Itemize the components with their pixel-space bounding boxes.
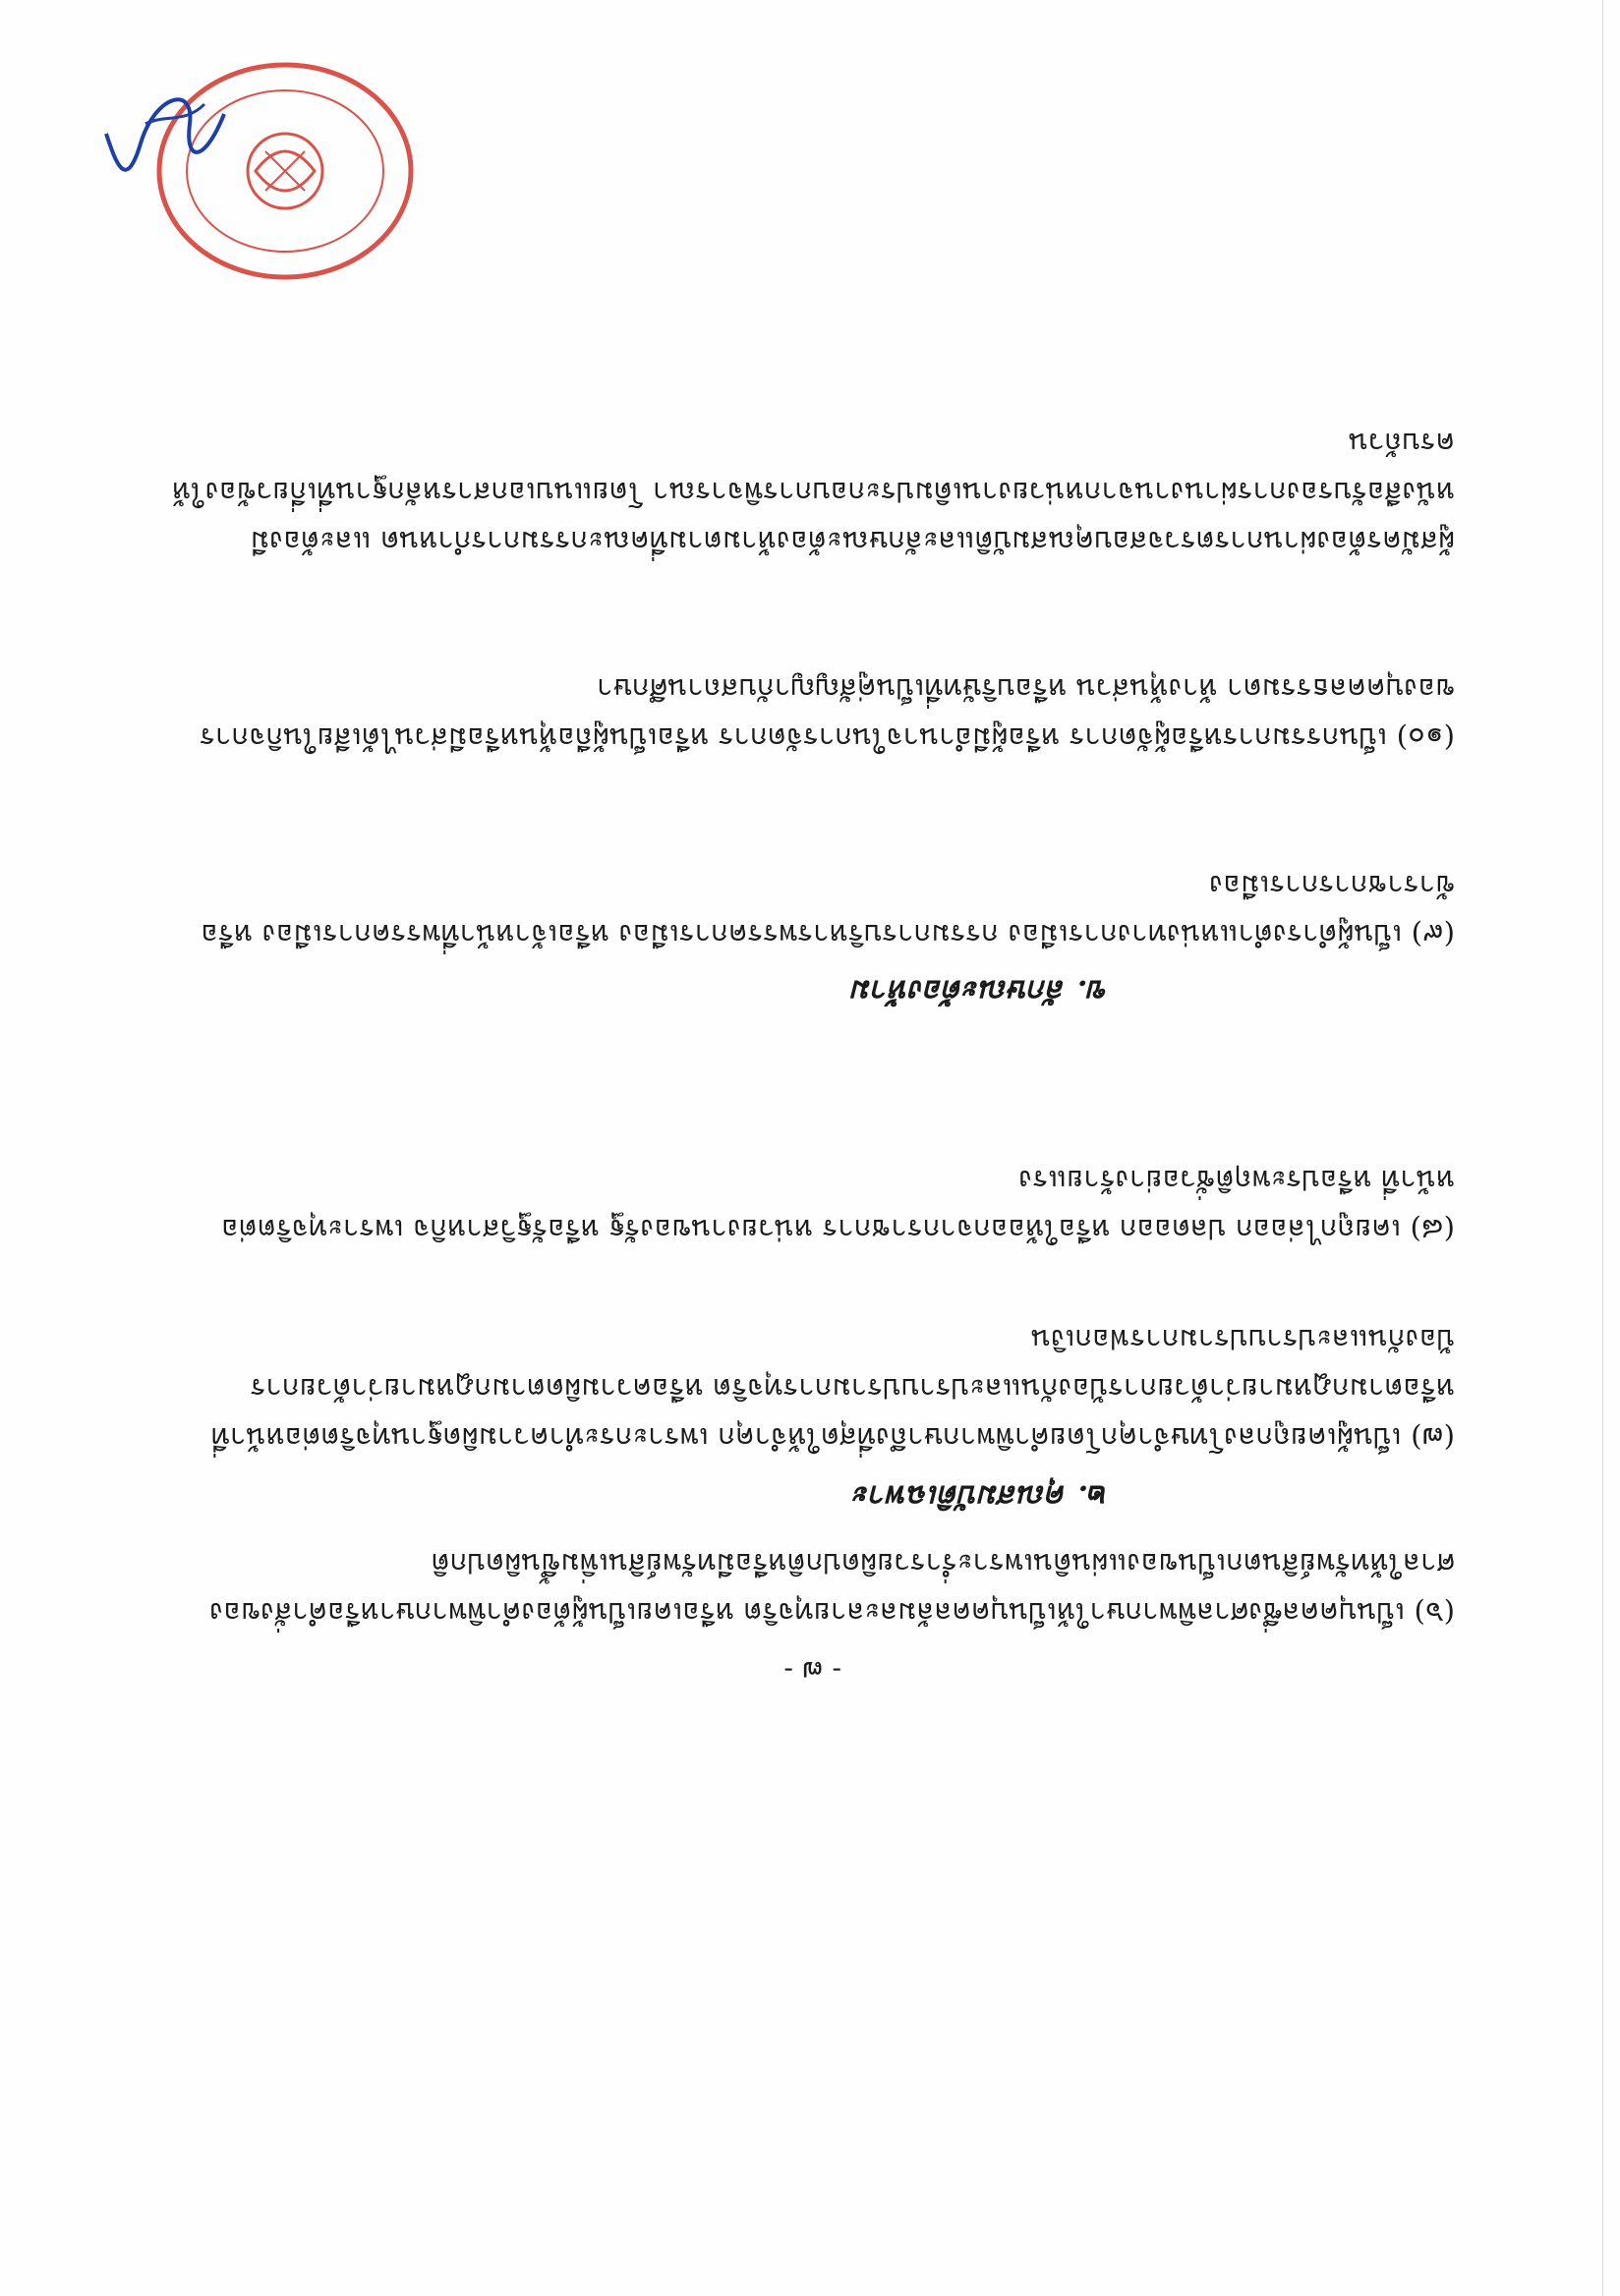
document-paragraph: (๗) เป็นผู้เคยถูกลงโทษจำคุกโดยคำพิพากษาถึงที่สุดให้จำคุก เพราะกระทำความผิดฐานทุจริตต่อหน้าที่หรือตามกฎหมายว่าด้วยการป้องกันและปราบปรามการทุจริต หรือความผิดตามกฎหมายว่าด้วยการป้องกันและปราบปรามการฟอกเงิน <box>210 1323 1455 1455</box>
section-heading: ๒. คุณสมบัติเฉพาะ <box>853 1478 1109 1514</box>
document-paragraph: (๙) เป็นผู้ดำรงตำแหน่งทางการเมือง กรรมการบริหารพรรคการเมือง หรือเจ้าหน้าที่พรรคการเมือง หรือข้าราชการการเมือง <box>201 869 1455 951</box>
document-paragraph: (๖) เป็นบุคคลซึ่งศาลพิพากษาให้เป็นบุคคลล้มละลายทุจริต หรือเคยเป็นผู้ต้องคำพิพากษาหรือคำสั่งของศาลให้ทรัพย์สินตกเป็นของแผ่นดินเพราะร่ำรวยผิดปกติหรือมีทรัพย์สินเพิ่มขึ้นผิดปกติ <box>208 1547 1455 1630</box>
document-paragraph: ผู้สมัครต้องผ่านการตรวจสอบคุณสมบัติและลักษณะต้องห้ามตามที่คณะกรรมการกำหนด และต้องมีหนังสือรับรองการผ่านงานจากหน่วยงานเดิมประกอบการพิจารณา โดยแนบเอกสารหลักฐานที่เกี่ยวข้องให้ครบถ้วน <box>171 427 1455 558</box>
section-heading: ข. ลักษณะต้องห้าม <box>851 973 1109 1008</box>
page-number: - ๗ - <box>783 1655 841 1688</box>
handwritten-signature <box>96 85 234 183</box>
document-paragraph: (๘) เคยถูกไล่ออก ปลดออก หรือให้ออกจากราชการ หน่วยงานของรัฐ หรือรัฐวิสาหกิจ เพราะทุจริตต่อหน้าที่ หรือประพฤติชั่วอย่างร้ายแรง <box>221 1164 1455 1246</box>
document-paragraph: (๑๐) เป็นกรรมการหรือผู้จัดการ หรือผู้มีอำนาจในการจัดการ หรือเป็นผู้ถือหุ้นหรือมีส่วนได้เสียในกิจการของบุคคลธรรมดา ห้างหุ้นส่วน หรือบริษัทที่เป็นคู่สัญญากับสถานศึกษา <box>200 672 1455 755</box>
